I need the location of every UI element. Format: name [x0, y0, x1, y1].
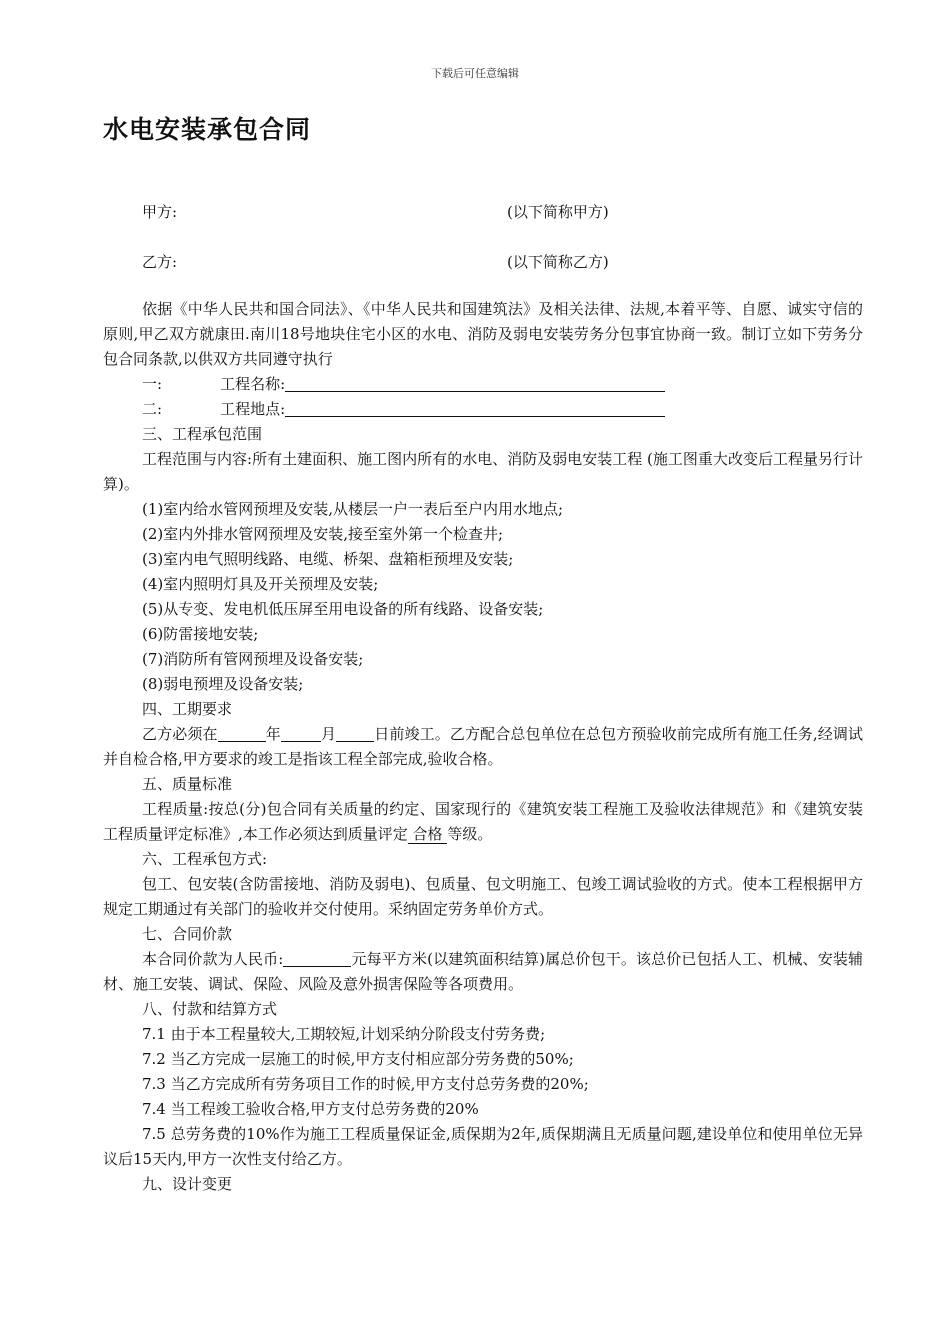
scope-item: (5)从专变、发电机低压屏至用电设备的所有线路、设备安装;	[142, 600, 544, 618]
scope-item: (7)消防所有管网预埋及设备安装;	[142, 650, 364, 668]
scope-item: (3)室内电气照明线路、电缆、桥架、盘箱柜预埋及安装;	[142, 550, 514, 568]
year-label: 年	[265, 725, 281, 743]
section-6-heading: 六、工程承包方式:	[142, 850, 268, 868]
project-name-blank	[285, 374, 665, 392]
section-3-heading: 三、工程承包范围	[142, 425, 263, 443]
price-prefix: 本合同价款为人民币:	[142, 950, 284, 968]
project-location-label: 工程地点:	[220, 400, 286, 418]
contract-mode-paragraph: 包工、包安装(含防雷接地、消防及弱电)、包质量、包文明施工、包竣工调试验收的方式。使本工程根据甲方规定工期通过有关部门的验收并交付使用。采纳固定劳务单价方式。	[103, 875, 863, 918]
quality-text: 工程质量:按总(分)包合同有关质量的约定、国家现行的《建筑安装工程施工及验收法律规范》和《建筑安装工程质量评定标准》,本工作必须达到质量评定	[103, 800, 863, 843]
year-blank	[218, 724, 266, 742]
scope-paragraph: 工程范围与内容:所有土建面积、施工图内所有的水电、消防及弱电安装工程 (施工图重大改变后工程量另行计算)。	[103, 450, 863, 493]
schedule-prefix: 乙方必须在	[142, 725, 218, 743]
project-name-label: 工程名称:	[220, 375, 286, 393]
scope-item: (6)防雷接地安装;	[142, 625, 259, 643]
party-a-line	[142, 201, 609, 222]
price-blank	[283, 949, 351, 967]
section-5-heading: 五、质量标准	[142, 775, 233, 793]
quality-paragraph	[103, 797, 863, 847]
section-1-number: 一:	[142, 375, 163, 393]
day-blank	[336, 724, 374, 742]
scope-item: (1)室内给水管网预埋及安装,从楼层一户一表后至户内用水地点;	[142, 500, 564, 518]
payment-item: 7.5 总劳务费的10%作为施工工程质量保证金,质保期为2年,质保期满且无质量问题,建设单位和使用单位无异议后15天内,甲方一次性支付给乙方。	[103, 1125, 863, 1168]
payment-item: 7.2 当乙方完成一层施工的时候,甲方支付相应部分劳务费的50%;	[142, 1050, 574, 1068]
document-title: 水电安装承包合同	[103, 115, 312, 144]
section-2-number: 二:	[142, 400, 163, 418]
payment-item: 7.3 当乙方完成所有劳务项目工作的时候,甲方支付总劳务费的20%;	[142, 1075, 589, 1093]
party-a-note: (以下简称甲方)	[507, 203, 609, 221]
quality-grade: 合格	[407, 825, 448, 843]
project-location-blank	[285, 399, 665, 417]
price-text: 元每平方米(以建筑面积结算)属总价包干。该总价已包括人工、机械、安装辅材、施工安装、调试、保险、风险及意外损害保险等各项费用。	[103, 950, 863, 993]
schedule-text: 日前竣工。乙方配合总包单位在总包方预验收前完成所有施工任务,经调试并自检合格,甲方要求的竣工是指该工程全部完成,验收合格。	[103, 725, 863, 768]
payment-item: 7.4 当工程竣工验收合格,甲方支付总劳务费的20%	[142, 1100, 479, 1118]
header-note: 下载后可任意编辑	[431, 67, 519, 80]
project-location-line	[103, 397, 863, 422]
intro-paragraph: 依据《中华人民共和国合同法》、《中华人民共和国建筑法》及相关法律、法规,本着平等、自愿、诚实守信的原则,甲乙双方就康田.南川18号地块住宅小区的水电、消防及弱电安装劳务分包事宜协商一致。制订立如下劳务分包合同条款,以供双方共同遵守执行	[103, 300, 863, 368]
scope-item: (4)室内照明灯具及开关预埋及安装;	[142, 575, 379, 593]
party-b-line	[142, 251, 609, 272]
month-blank	[281, 724, 321, 742]
price-paragraph	[103, 947, 863, 997]
party-b-label: 乙方:	[142, 253, 178, 271]
scope-item: (8)弱电预埋及设备安装;	[142, 675, 304, 693]
section-8-heading: 八、付款和结算方式	[142, 1000, 278, 1018]
section-4-heading: 四、工期要求	[142, 700, 233, 718]
party-a-label: 甲方:	[142, 203, 178, 221]
section-7-heading: 七、合同价款	[142, 925, 233, 943]
party-b-note: (以下简称乙方)	[507, 253, 609, 271]
month-label: 月	[320, 725, 337, 743]
contract-body	[103, 297, 863, 1197]
schedule-paragraph	[103, 722, 863, 772]
project-name-line	[103, 372, 863, 397]
quality-text-end: 等级。	[447, 825, 493, 843]
scope-item: (2)室内外排水管网预埋及安装,接至室外第一个检查井;	[142, 525, 504, 543]
payment-item: 7.1 由于本工程量较大,工期较短,计划采纳分阶段支付劳务费;	[142, 1025, 546, 1043]
section-9-heading: 九、设计变更	[142, 1175, 233, 1193]
